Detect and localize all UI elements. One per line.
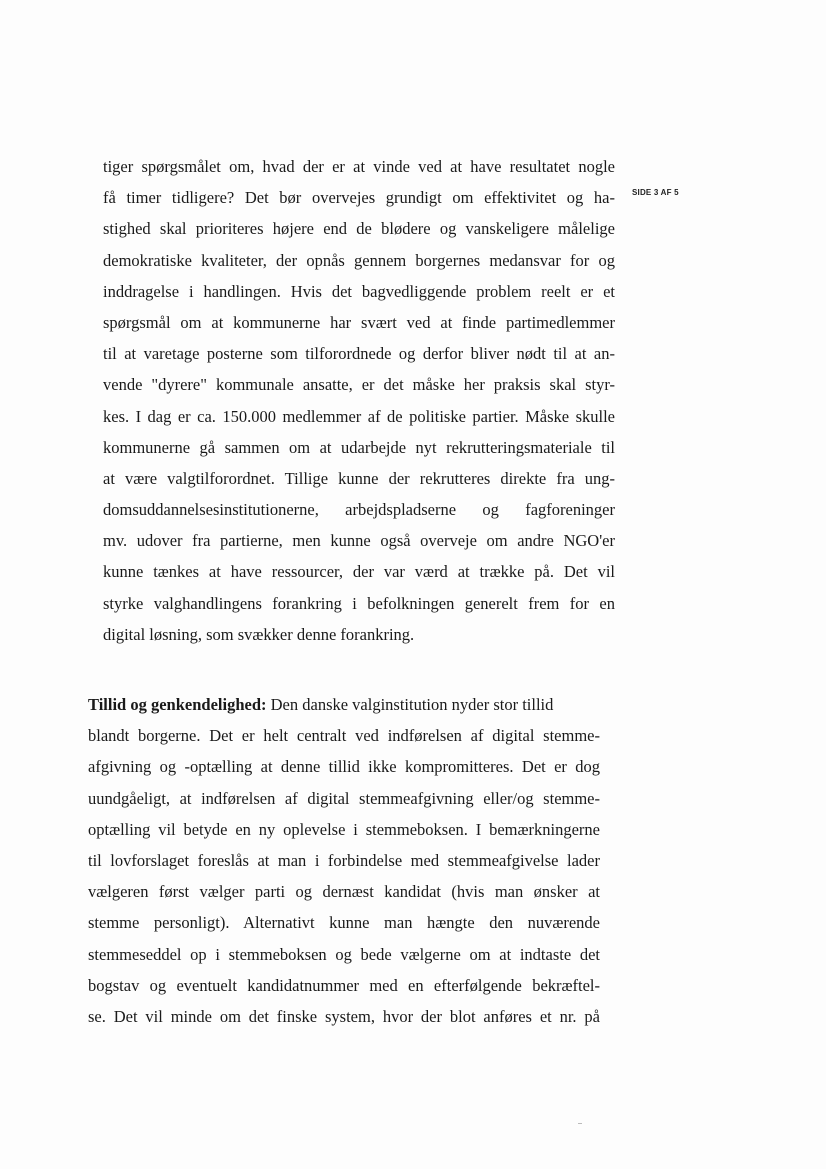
text-line: blandt borgerne. Det er helt centralt ved indførelsen af digital stemme- <box>88 726 600 746</box>
text-line: uundgåeligt, at indførelsen af digital stemmeafgivning eller/og stemme- <box>88 788 600 808</box>
text-line: inddragelse i handlingen. Hvis det bagvedliggende problem reelt er et <box>103 281 615 301</box>
text-line: bogstav og eventuelt kandidatnummer med en efterfølgende bekræftel- <box>88 975 600 995</box>
text-line-with-heading <box>88 689 600 720</box>
scan-artifact <box>578 1123 582 1124</box>
text-line: til lovforslaget foreslås at man i forbindelse med stemmeafgivelse lader <box>88 850 600 870</box>
text-line: stemme personligt). Alternativt kunne man hængte den nuværende <box>88 913 600 933</box>
text-line: kommunerne gå sammen om at udarbejde nyt rekrutteringsmateriale til <box>103 437 615 457</box>
text-line: stighed skal prioriteres højere end de blødere og vanskeligere målelige <box>103 219 615 239</box>
text-line: til at varetage posterne som tilforordnede og derfor bliver nødt til at an- <box>103 344 615 364</box>
text-line: domsuddannelsesinstitutionerne, arbejdspladserne og fagforeninger <box>103 500 615 520</box>
text-line: mv. udover fra partierne, men kunne også overveje om andre NGO'er <box>103 531 615 551</box>
text-line-rest: Den danske valginstitution nyder stor tillid <box>266 695 554 714</box>
text-line: spørgsmål om at kommunerne har svært ved at finde partimedlemmer <box>103 312 615 332</box>
text-line: demokratiske kvaliteter, der opnås gennem borgernes medansvar for og <box>103 250 615 270</box>
text-line: optælling vil betyde en ny oplevelse i stemmeboksen. I bemærkningerne <box>88 819 600 839</box>
text-line: tiger spørgsmålet om, hvad der er at vinde ved at have resultatet nogle <box>103 157 615 176</box>
body-paragraph-1 <box>103 151 615 650</box>
text-line: kes. I dag er ca. 150.000 medlemmer af de politiske partier. Måske skulle <box>103 406 615 426</box>
section-heading: Tillid og genkendelighed: <box>88 695 267 714</box>
text-line: afgivning og -optælling at denne tillid ikke kompromitteres. Det er dog <box>88 757 600 777</box>
text-line: kunne tænkes at have ressourcer, der var værd at trække på. Det vil <box>103 562 615 582</box>
text-line: stemmeseddel op i stemmeboksen og bede vælgerne om at indtaste det <box>88 944 600 964</box>
body-paragraph-2 <box>88 689 600 1032</box>
text-line: at være valgtilforordnet. Tillige kunne der rekrutteres direkte fra ung- <box>103 468 615 488</box>
text-line: få timer tidligere? Det bør overvejes grundigt om effektivitet og ha- <box>103 188 615 208</box>
text-line: vende "dyrere" kommunale ansatte, er det måske her praksis skal styr- <box>103 375 615 395</box>
text-line: digital løsning, som svækker denne forankring. <box>103 624 415 644</box>
text-line: se. Det vil minde om det finske system, hvor der blot anføres et nr. på <box>88 1006 600 1026</box>
text-line: styrke valghandlingens forankring i befolkningen generelt frem for en <box>103 593 615 613</box>
page-number-label: SIDE 3 AF 5 <box>632 188 679 197</box>
text-line: vælgeren først vælger parti og dernæst kandidat (hvis man ønsker at <box>88 882 600 902</box>
